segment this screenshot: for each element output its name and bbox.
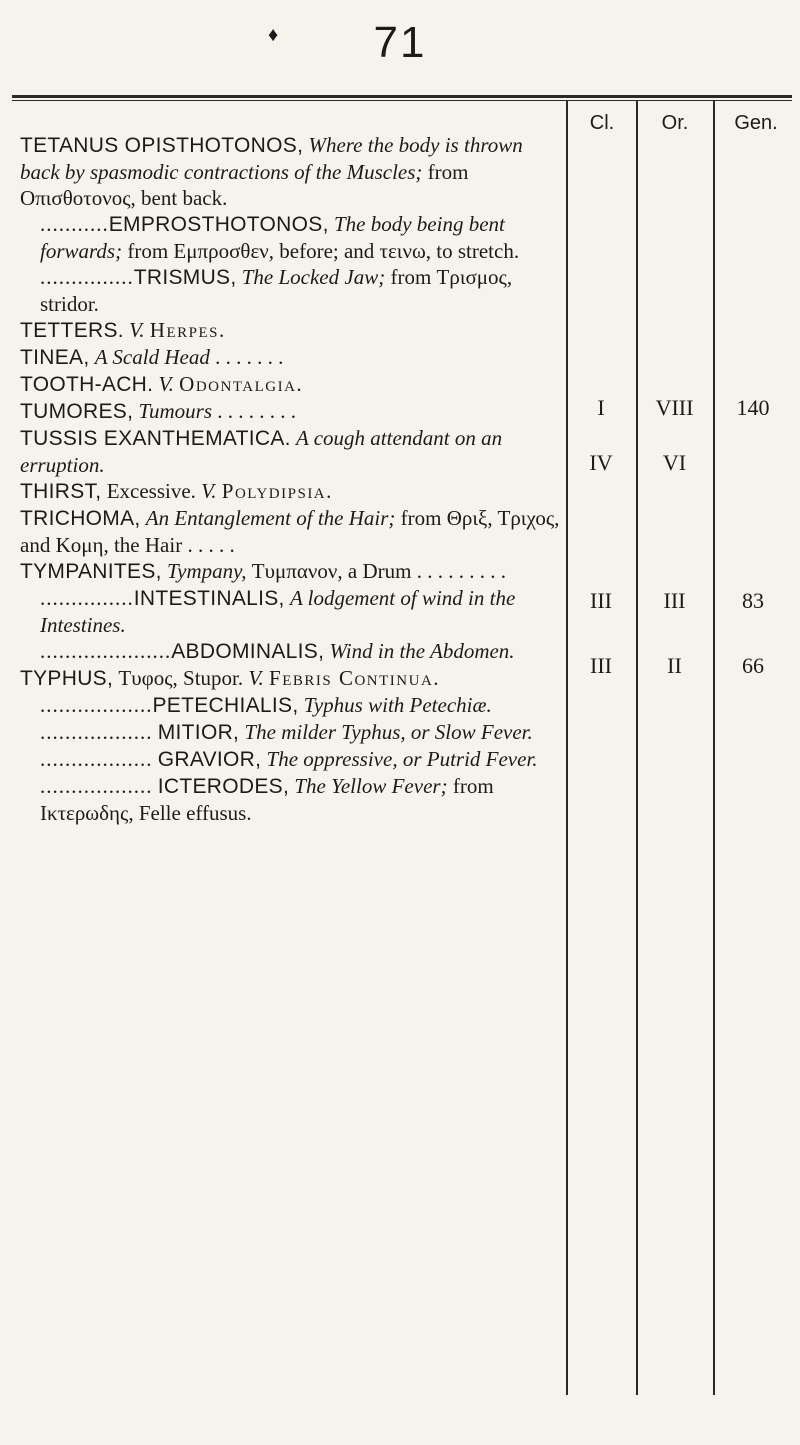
column-divider xyxy=(566,100,568,1395)
entry-tooth-ach: TOOTH-ACH. V. Odontalgia. xyxy=(20,372,304,396)
column-header-genus: Gen. xyxy=(734,112,778,134)
tinea-order: VIII xyxy=(655,395,694,420)
column-divider xyxy=(636,100,638,1395)
trichoma-order: III xyxy=(663,588,686,613)
entry-mitior: .................. MITIOR, The milder Typhus, or Slow Fever. xyxy=(40,720,533,744)
entry-trichoma: TRICHOMA, An Entanglement of the Hair; from Θριξ, Τριχος, and Κομη, the Hair . . . . . xyxy=(20,506,560,557)
entry-tympanites: TYMPANITES, Tympany, Τυμπανον, a Drum . . . . . . . . . xyxy=(20,559,506,583)
entry-trismus: ...............TRISMUS, The Locked Jaw; from Τρισμος, stridor. xyxy=(40,265,513,316)
tinea-class: I xyxy=(597,395,605,420)
entry-petechialis: ..................PETECHIALIS, Typhus with Petechiæ. xyxy=(40,693,492,717)
column-divider xyxy=(713,100,715,1395)
entry-tetanus: TETANUS OPISTHOTONOS, Where the body is thrown back by spasmodic contractions of the Muscles; from Οπισθοτονος, bent back. xyxy=(20,133,523,210)
header-rule-thin xyxy=(12,100,792,101)
entry-typhus: TYPHUS, Τυφος, Stupor. V. Febris Continua. xyxy=(20,666,441,690)
entry-tumores: TUMORES, Tumours . . . . . . . . xyxy=(20,399,297,423)
entry-tussis: TUSSIS EXANTHEMATICA. A cough attendant on an erruption. xyxy=(20,426,503,477)
entry-tinea: TINEA, A Scald Head . . . . . . . xyxy=(20,345,284,369)
trichoma-class: III xyxy=(590,588,612,613)
trichoma-genus: 83 xyxy=(742,588,764,613)
entry-thirst: THIRST, Excessive. V. Polydipsia. xyxy=(20,479,333,503)
page-number: 71 xyxy=(373,18,427,67)
tumores-class: IV xyxy=(589,450,613,475)
tinea-genus: 140 xyxy=(736,395,770,420)
entry-intestinalis: ...............INTESTINALIS, A lodgement of wind in the Intestines. xyxy=(40,586,516,637)
entry-abdominalis: .....................ABDOMINALIS, Wind in the Abdomen. xyxy=(40,639,515,663)
column-header-class: Cl. xyxy=(589,112,615,134)
margin-marker: ♦ xyxy=(268,24,279,46)
entry-emprosthotonos: ...........EMPROSTHOTONOS, The body being bent forwards; from Εμπροσθεν, before; and τεινω, to stretch. xyxy=(40,212,520,263)
entry-icterodes: .................. ICTERODES, The Yellow Fever; from Ικτερωδης, Felle effusus. xyxy=(40,774,494,825)
entry-tetters: TETTERS. V. Herpes. xyxy=(20,318,226,342)
entry-gravior: .................. GRAVIOR, The oppressive, or Putrid Fever. xyxy=(40,747,538,771)
tympanites-class: III xyxy=(590,653,612,678)
tympanites-genus: 66 xyxy=(742,653,764,678)
entry-list xyxy=(20,132,560,826)
tympanites-order: II xyxy=(667,653,682,678)
tumores-order: VI xyxy=(662,450,687,475)
column-header-order: Or. xyxy=(661,112,689,134)
header-rule xyxy=(12,95,792,98)
